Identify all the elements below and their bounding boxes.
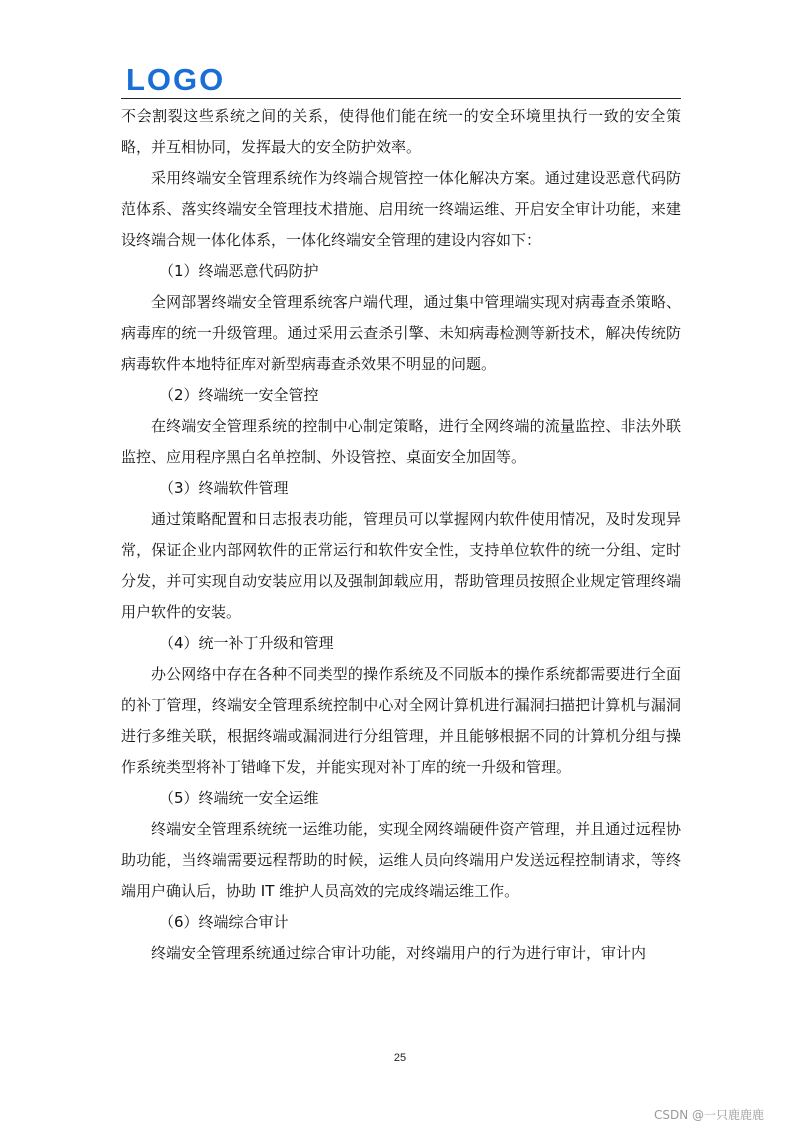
- section-heading: （5）终端统一安全运维: [159, 789, 319, 807]
- section-heading: （1）终端恶意代码防护: [159, 262, 319, 280]
- watermark: CSDN @一只鹿鹿鹿: [653, 1108, 764, 1122]
- paragraph: 办公网络中存在各种不同类型的操作系统及不同版本的操作系统都需要进行全面的补丁管理，终端安全管理系统控制中心对全网计算机进行漏洞扫描把计算机与漏洞进行多维关联，根据终端或漏洞进行分组管理，并且能够根据不同的计算机分组与操作系统类型将补丁错峰下发，并能实现对补丁库的统一升级和管理。: [121, 665, 681, 776]
- document-body: [121, 101, 681, 969]
- section-heading: （4）统一补丁升级和管理: [159, 634, 334, 652]
- paragraph: 通过策略配置和日志报表功能，管理员可以掌握网内软件使用情况，及时发现异常，保证企业内部网软件的正常运行和软件安全性，支持单位软件的统一分组、定时分发，并可实现自动安装应用以及强制卸载应用，帮助管理员按照企业规定管理终端用户软件的安装。: [121, 510, 681, 621]
- paragraph: 在终端安全管理系统的控制中心制定策略，进行全网终端的流量监控、非法外联监控、应用程序黑白名单控制、外设管控、桌面安全加固等。: [121, 417, 681, 466]
- paragraph: 终端安全管理系统统一运维功能，实现全网终端硬件资产管理，并且通过远程协助功能，当终端需要远程帮助的时候，运维人员向终端用户发送远程控制请求，等终端用户确认后，协助 IT 维护人员高效的完成终端运维工作。: [121, 820, 681, 900]
- paragraph: 全网部署终端安全管理系统客户端代理，通过集中管理端实现对病毒查杀策略、病毒库的统一升级管理。通过采用云查杀引擎、未知病毒检测等新技术，解决传统防病毒软件本地特征库对新型病毒查杀效果不明显的问题。: [121, 293, 681, 373]
- section-heading: （6）终端综合审计: [159, 913, 289, 931]
- section-heading: （3）终端软件管理: [159, 479, 289, 497]
- page-number: 25: [393, 1052, 407, 1064]
- logo: LOGO: [126, 62, 226, 97]
- paragraph: 采用终端安全管理系统作为终端合规管控一体化解决方案。通过建设恶意代码防范体系、落实终端安全管理技术措施、启用统一终端运维、开启安全审计功能，来建设终端合规一体化体系，一体化终端安全管理的建设内容如下：: [121, 169, 681, 249]
- paragraph: 终端安全管理系统通过综合审计功能，对终端用户的行为进行审计，审计内: [151, 944, 647, 962]
- header-divider: [121, 98, 681, 99]
- paragraph: 不会割裂这些系统之间的关系，使得他们能在统一的安全环境里执行一致的安全策略，并互相协同，发挥最大的安全防护效率。: [121, 107, 681, 156]
- section-heading: （2）终端统一安全管控: [159, 386, 319, 404]
